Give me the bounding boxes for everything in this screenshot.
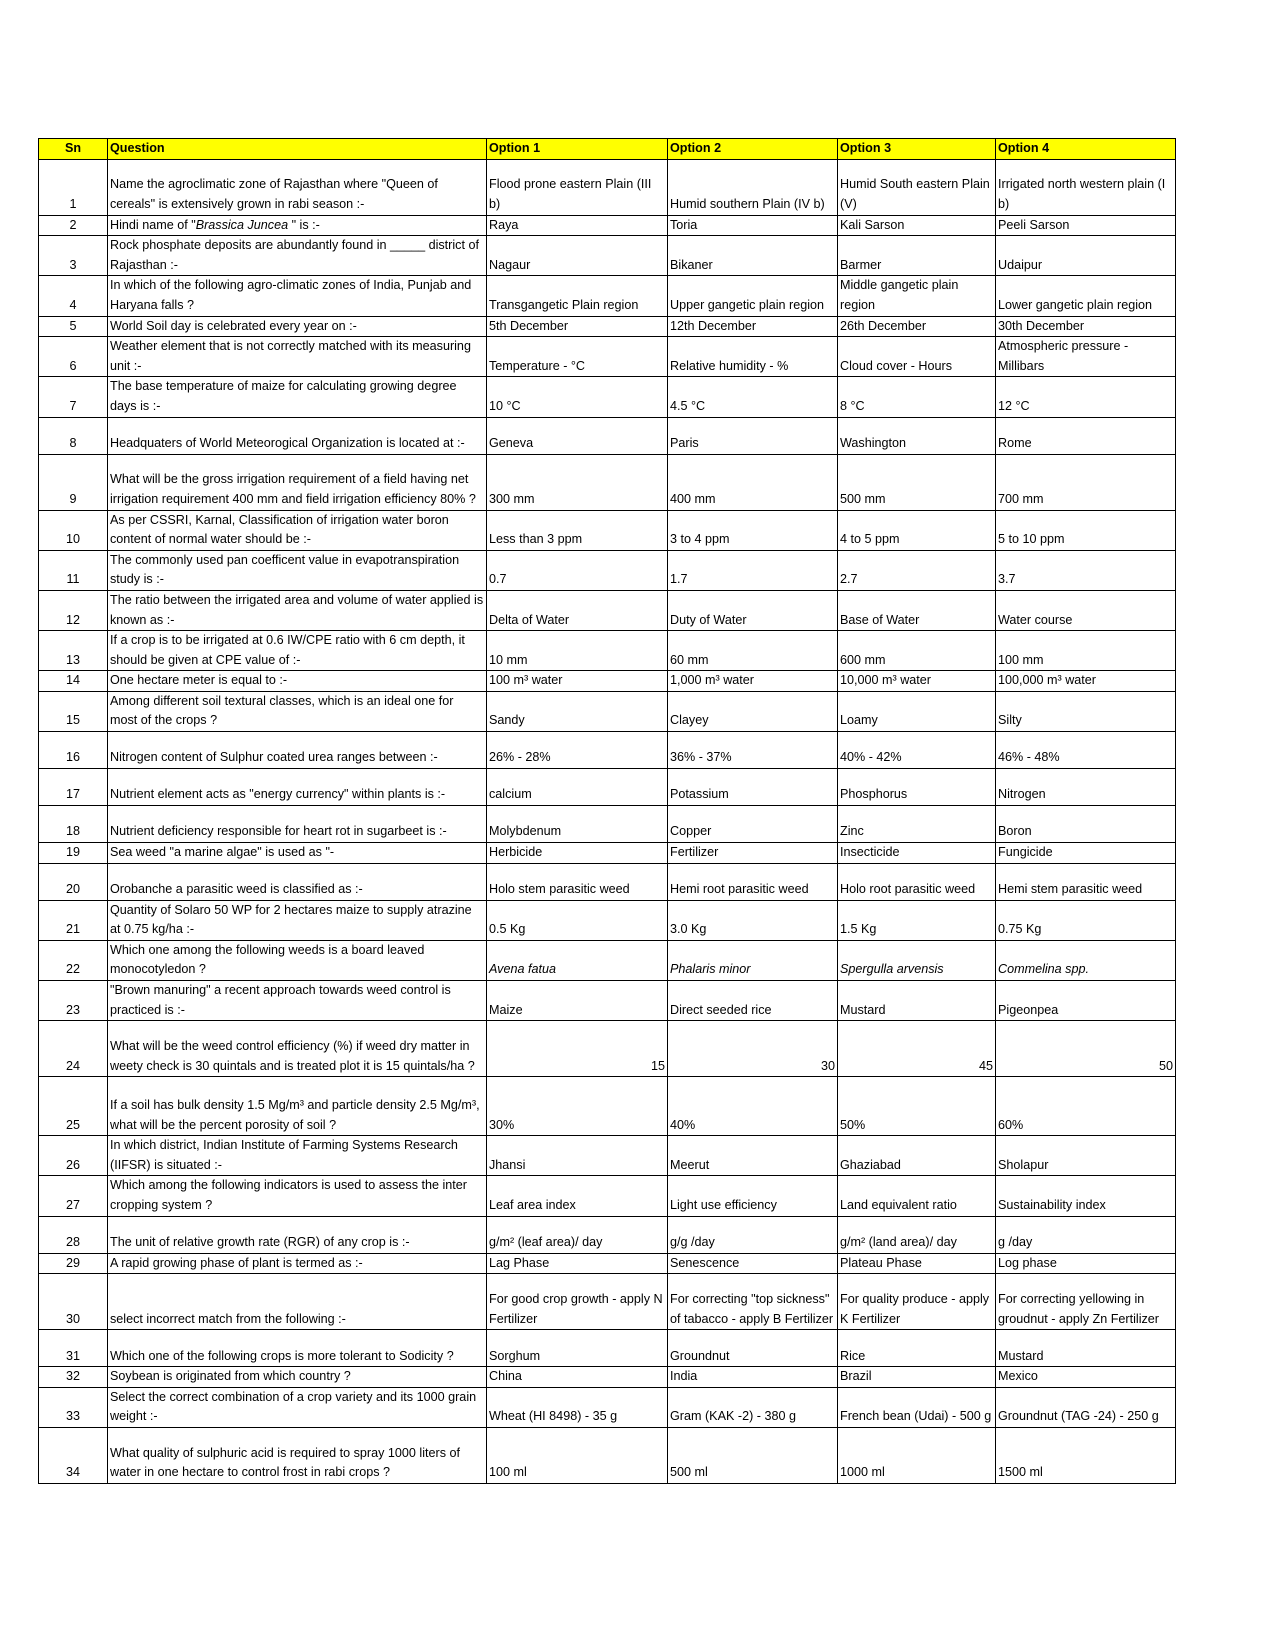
table-row (39, 454, 1176, 510)
row-option-1: Wheat (HI 8498) - 35 g (487, 1387, 668, 1427)
row-option-4: Sholapur (996, 1136, 1176, 1176)
row-option-3: 45 (838, 1021, 996, 1077)
row-option-2: Meerut (668, 1136, 838, 1176)
row-option-1: Sandy (487, 691, 668, 731)
row-sn: 7 (39, 377, 108, 417)
row-option-1: Delta of Water (487, 590, 668, 630)
row-option-2: Upper gangetic plain region (668, 276, 838, 316)
row-option-3: 10,000 m³ water (838, 671, 996, 692)
row-option-1: Holo stem parasitic weed (487, 863, 668, 900)
table-body (39, 159, 1176, 1483)
row-option-4: For correcting yellowing in groudnut - apply Zn Fertilizer (996, 1274, 1176, 1330)
row-option-4: Irrigated north western plain (I b) (996, 159, 1176, 215)
row-sn: 2 (39, 215, 108, 236)
row-option-2: 3.0 Kg (668, 900, 838, 940)
row-option-2: Potassium (668, 769, 838, 806)
row-question: World Soil day is celebrated every year on :- (108, 316, 487, 337)
row-option-4: Fungicide (996, 843, 1176, 864)
row-question: In which district, Indian Institute of Farming Systems Research (IIFSR) is situated :- (108, 1136, 487, 1176)
row-option-1: calcium (487, 769, 668, 806)
row-option-3: g/m² (land area)/ day (838, 1216, 996, 1253)
row-option-2: Humid southern Plain (IV b) (668, 159, 838, 215)
row-question: What will be the weed control efficiency (%) if weed dry matter in weety check is 30 quintals and is treated plot it is 15 quintals/ha ? (108, 1021, 487, 1077)
row-option-1: 5th December (487, 316, 668, 337)
row-option-3: Plateau Phase (838, 1253, 996, 1274)
row-option-3: 50% (838, 1077, 996, 1136)
row-sn: 32 (39, 1367, 108, 1388)
row-option-2: 1.7 (668, 550, 838, 590)
row-option-4: Nitrogen (996, 769, 1176, 806)
row-option-1: Nagaur (487, 236, 668, 276)
table-row (39, 1077, 1176, 1136)
row-option-2: Bikaner (668, 236, 838, 276)
row-option-3: 600 mm (838, 631, 996, 671)
table-row (39, 276, 1176, 316)
row-option-4: 50 (996, 1021, 1176, 1077)
header-option-2: Option 2 (668, 139, 838, 160)
row-sn: 20 (39, 863, 108, 900)
row-option-4: Rome (996, 417, 1176, 454)
row-option-1: For good crop growth - apply N Fertilizer (487, 1274, 668, 1330)
option-text: Phalaris minor (670, 962, 751, 977)
row-option-1: Transgangetic Plain region (487, 276, 668, 316)
row-question: Which among the following indicators is used to assess the inter cropping system ? (108, 1176, 487, 1216)
row-option-1: 300 mm (487, 454, 668, 510)
row-question: Hindi name of "Brassica Juncea " is :- (108, 215, 487, 236)
table-row (39, 1427, 1176, 1483)
table-row (39, 732, 1176, 769)
row-option-1: Molybdenum (487, 806, 668, 843)
row-sn: 18 (39, 806, 108, 843)
row-question: What will be the gross irrigation requirement of a field having net irrigation requirement 400 mm and field irrigation efficiency 80% ? (108, 454, 487, 510)
row-option-2: Hemi root parasitic weed (668, 863, 838, 900)
row-option-4: Mexico (996, 1367, 1176, 1388)
header-option-4: Option 4 (996, 139, 1176, 160)
row-option-4: Hemi stem parasitic weed (996, 863, 1176, 900)
row-question: select incorrect match from the following :- (108, 1274, 487, 1330)
table-row (39, 1330, 1176, 1367)
row-option-4: Log phase (996, 1253, 1176, 1274)
row-option-4: 100,000 m³ water (996, 671, 1176, 692)
row-sn: 6 (39, 337, 108, 377)
row-option-4: Udaipur (996, 236, 1176, 276)
row-option-3: 26th December (838, 316, 996, 337)
row-option-2: 400 mm (668, 454, 838, 510)
row-sn: 31 (39, 1330, 108, 1367)
row-sn: 19 (39, 843, 108, 864)
row-option-4: Water course (996, 590, 1176, 630)
row-option-3: 500 mm (838, 454, 996, 510)
row-option-2 (668, 940, 838, 980)
row-sn: 27 (39, 1176, 108, 1216)
row-sn: 17 (39, 769, 108, 806)
row-question: Headquaters of World Meteorogical Organization is located at :- (108, 417, 487, 454)
row-question: The ratio between the irrigated area and volume of water applied is known as :- (108, 590, 487, 630)
row-option-1: Raya (487, 215, 668, 236)
row-sn: 26 (39, 1136, 108, 1176)
row-sn: 13 (39, 631, 108, 671)
table-row (39, 1021, 1176, 1077)
row-sn: 8 (39, 417, 108, 454)
row-sn: 16 (39, 732, 108, 769)
row-option-1: Geneva (487, 417, 668, 454)
row-question: Select the correct combination of a crop variety and its 1000 grain weight :- (108, 1387, 487, 1427)
row-option-3: For quality produce - apply K Fertilizer (838, 1274, 996, 1330)
row-option-2: Relative humidity - % (668, 337, 838, 377)
table-row (39, 159, 1176, 215)
row-option-4: 3.7 (996, 550, 1176, 590)
row-sn: 4 (39, 276, 108, 316)
row-option-3: Mustard (838, 981, 996, 1021)
row-option-2: Copper (668, 806, 838, 843)
table-row (39, 316, 1176, 337)
row-sn: 34 (39, 1427, 108, 1483)
row-option-4: 100 mm (996, 631, 1176, 671)
row-option-3: Insecticide (838, 843, 996, 864)
table-row (39, 236, 1176, 276)
row-option-4: Mustard (996, 1330, 1176, 1367)
table-row (39, 1176, 1176, 1216)
row-option-3: 8 °C (838, 377, 996, 417)
row-sn: 28 (39, 1216, 108, 1253)
row-question: If a soil has bulk density 1.5 Mg/m³ and particle density 2.5 Mg/m³, what will be the percent porosity of soil ? (108, 1077, 487, 1136)
row-option-3: Base of Water (838, 590, 996, 630)
row-option-1: 30% (487, 1077, 668, 1136)
row-option-2: 36% - 37% (668, 732, 838, 769)
row-option-1: China (487, 1367, 668, 1388)
row-option-4: Lower gangetic plain region (996, 276, 1176, 316)
table-row (39, 377, 1176, 417)
option-text: Spergulla arvensis (840, 962, 944, 977)
option-text: Commelina spp. (998, 962, 1089, 977)
row-option-4: 46% - 48% (996, 732, 1176, 769)
row-option-1: Maize (487, 981, 668, 1021)
row-option-4: Silty (996, 691, 1176, 731)
row-option-2: Groundnut (668, 1330, 838, 1367)
row-option-1: Leaf area index (487, 1176, 668, 1216)
row-sn: 25 (39, 1077, 108, 1136)
row-question: The unit of relative growth rate (RGR) of any crop is :- (108, 1216, 487, 1253)
row-option-3: Land equivalent ratio (838, 1176, 996, 1216)
table-row (39, 940, 1176, 980)
row-option-4: 5 to 10 ppm (996, 510, 1176, 550)
table-row (39, 337, 1176, 377)
row-option-3: Barmer (838, 236, 996, 276)
row-sn: 15 (39, 691, 108, 731)
row-option-4: 60% (996, 1077, 1176, 1136)
row-option-4: Peeli Sarson (996, 215, 1176, 236)
row-option-1: 0.7 (487, 550, 668, 590)
row-option-2: Senescence (668, 1253, 838, 1274)
row-option-3: 1.5 Kg (838, 900, 996, 940)
row-question: As per CSSRI, Karnal, Classification of irrigation water boron content of normal water should be :- (108, 510, 487, 550)
row-option-3: Loamy (838, 691, 996, 731)
table-row (39, 671, 1176, 692)
row-sn: 11 (39, 550, 108, 590)
row-option-3: 4 to 5 ppm (838, 510, 996, 550)
row-option-2: Clayey (668, 691, 838, 731)
table-row (39, 215, 1176, 236)
row-question: "Brown manuring" a recent approach towards weed control is practiced is :- (108, 981, 487, 1021)
row-question: Weather element that is not correctly matched with its measuring unit :- (108, 337, 487, 377)
row-option-2: 30 (668, 1021, 838, 1077)
row-sn: 5 (39, 316, 108, 337)
row-sn: 14 (39, 671, 108, 692)
row-option-4: 30th December (996, 316, 1176, 337)
row-option-4: g /day (996, 1216, 1176, 1253)
row-question: The base temperature of maize for calculating growing degree days is :- (108, 377, 487, 417)
row-option-1: Lag Phase (487, 1253, 668, 1274)
row-option-3: Washington (838, 417, 996, 454)
row-option-3: 1000 ml (838, 1427, 996, 1483)
table-row (39, 417, 1176, 454)
table-row (39, 806, 1176, 843)
row-question: What quality of sulphuric acid is required to spray 1000 liters of water in one hectare to control frost in rabi crops ? (108, 1427, 487, 1483)
header-option-3: Option 3 (838, 139, 996, 160)
row-sn: 23 (39, 981, 108, 1021)
row-option-3: Brazil (838, 1367, 996, 1388)
row-sn: 24 (39, 1021, 108, 1077)
row-sn: 29 (39, 1253, 108, 1274)
table-row (39, 1253, 1176, 1274)
row-sn: 33 (39, 1387, 108, 1427)
row-option-1 (487, 940, 668, 980)
table-row (39, 550, 1176, 590)
table-row (39, 590, 1176, 630)
row-option-1: 100 m³ water (487, 671, 668, 692)
row-question: Soybean is originated from which country ? (108, 1367, 487, 1388)
row-option-4: Pigeonpea (996, 981, 1176, 1021)
table-row (39, 769, 1176, 806)
row-option-2: 40% (668, 1077, 838, 1136)
option-text: Avena fatua (489, 962, 556, 977)
row-question: Among different soil textural classes, which is an ideal one for most of the crops ? (108, 691, 487, 731)
row-question: Nutrient element acts as "energy currency" within plants is :- (108, 769, 487, 806)
row-sn: 22 (39, 940, 108, 980)
row-question: Nutrient deficiency responsible for heart rot in sugarbeet is :- (108, 806, 487, 843)
row-option-1: Sorghum (487, 1330, 668, 1367)
row-option-4: Atmospheric pressure - Millibars (996, 337, 1176, 377)
row-option-4: 12 °C (996, 377, 1176, 417)
row-option-1: 10 °C (487, 377, 668, 417)
row-option-1: Temperature - °C (487, 337, 668, 377)
row-option-2: 500 ml (668, 1427, 838, 1483)
question-table (38, 138, 1176, 1484)
header-row (39, 139, 1176, 160)
row-option-3: 2.7 (838, 550, 996, 590)
row-option-3: Phosphorus (838, 769, 996, 806)
row-option-3: 40% - 42% (838, 732, 996, 769)
table-row (39, 1136, 1176, 1176)
row-option-4: Sustainability index (996, 1176, 1176, 1216)
row-option-3: Zinc (838, 806, 996, 843)
row-option-4: 1500 ml (996, 1427, 1176, 1483)
row-question: Sea weed "a marine algae" is used as "- (108, 843, 487, 864)
row-question: One hectare meter is equal to :- (108, 671, 487, 692)
row-option-1: 15 (487, 1021, 668, 1077)
table-row (39, 981, 1176, 1021)
table-row (39, 1216, 1176, 1253)
header-option-1: Option 1 (487, 139, 668, 160)
row-question: A rapid growing phase of plant is termed as :- (108, 1253, 487, 1274)
row-option-2: Gram (KAK -2) - 380 g (668, 1387, 838, 1427)
row-option-3: Kali Sarson (838, 215, 996, 236)
header-question: Question (108, 139, 487, 160)
row-sn: 12 (39, 590, 108, 630)
row-option-2: 12th December (668, 316, 838, 337)
row-option-3: Ghaziabad (838, 1136, 996, 1176)
row-option-1: Less than 3 ppm (487, 510, 668, 550)
row-option-1: Jhansi (487, 1136, 668, 1176)
row-option-1: Herbicide (487, 843, 668, 864)
row-option-2: Paris (668, 417, 838, 454)
row-option-3: Humid South eastern Plain (V) (838, 159, 996, 215)
table-row (39, 1367, 1176, 1388)
row-option-4: 700 mm (996, 454, 1176, 510)
row-option-2: India (668, 1367, 838, 1388)
table-row (39, 863, 1176, 900)
row-sn: 3 (39, 236, 108, 276)
row-option-1: 10 mm (487, 631, 668, 671)
row-question: Nitrogen content of Sulphur coated urea ranges between :- (108, 732, 487, 769)
row-question: Rock phosphate deposits are abundantly found in _____ district of Rajasthan :- (108, 236, 487, 276)
table-row (39, 510, 1176, 550)
row-question: Name the agroclimatic zone of Rajasthan where "Queen of cereals" is extensively grown in rabi season :- (108, 159, 487, 215)
row-option-2: For correcting "top sickness" of tabacco - apply B Fertilizer (668, 1274, 838, 1330)
row-option-1: g/m² (leaf area)/ day (487, 1216, 668, 1253)
row-option-4: Groundnut (TAG -24) - 250 g (996, 1387, 1176, 1427)
row-question: If a crop is to be irrigated at 0.6 IW/CPE ratio with 6 cm depth, it should be given at CPE value of :- (108, 631, 487, 671)
table-row (39, 1274, 1176, 1330)
header-sn: Sn (39, 139, 108, 160)
row-option-4: Boron (996, 806, 1176, 843)
row-question: The commonly used pan coefficent value in evapotranspiration study is :- (108, 550, 487, 590)
row-option-2: 1,000 m³ water (668, 671, 838, 692)
row-option-2: Toria (668, 215, 838, 236)
table-row (39, 1387, 1176, 1427)
row-option-2: Light use efficiency (668, 1176, 838, 1216)
row-option-1: 100 ml (487, 1427, 668, 1483)
row-option-3: French bean (Udai) - 500 g (838, 1387, 996, 1427)
row-sn: 30 (39, 1274, 108, 1330)
row-option-3: Middle gangetic plain region (838, 276, 996, 316)
row-option-1: 26% - 28% (487, 732, 668, 769)
row-option-1: Flood prone eastern Plain (III b) (487, 159, 668, 215)
row-question: Which one among the following weeds is a board leaved monocotyledon ? (108, 940, 487, 980)
table-row (39, 691, 1176, 731)
row-option-1: 0.5 Kg (487, 900, 668, 940)
row-sn: 21 (39, 900, 108, 940)
row-option-2: 4.5 °C (668, 377, 838, 417)
row-option-2: Duty of Water (668, 590, 838, 630)
row-question: Which one of the following crops is more tolerant to Sodicity ? (108, 1330, 487, 1367)
row-option-2: g/g /day (668, 1216, 838, 1253)
row-sn: 1 (39, 159, 108, 215)
table-row (39, 843, 1176, 864)
row-option-3: Cloud cover - Hours (838, 337, 996, 377)
table-row (39, 900, 1176, 940)
row-option-2: 3 to 4 ppm (668, 510, 838, 550)
row-option-3 (838, 940, 996, 980)
row-question: In which of the following agro-climatic zones of India, Punjab and Haryana falls ? (108, 276, 487, 316)
row-sn: 10 (39, 510, 108, 550)
row-option-4 (996, 940, 1176, 980)
row-question: Quantity of Solaro 50 WP for 2 hectares maize to supply atrazine at 0.75 kg/ha :- (108, 900, 487, 940)
row-option-4: 0.75 Kg (996, 900, 1176, 940)
row-option-2: 60 mm (668, 631, 838, 671)
row-option-3: Holo root parasitic weed (838, 863, 996, 900)
row-option-2: Direct seeded rice (668, 981, 838, 1021)
table-row (39, 631, 1176, 671)
row-option-2: Fertilizer (668, 843, 838, 864)
row-sn: 9 (39, 454, 108, 510)
row-option-3: Rice (838, 1330, 996, 1367)
row-question: Orobanche a parasitic weed is classified as :- (108, 863, 487, 900)
